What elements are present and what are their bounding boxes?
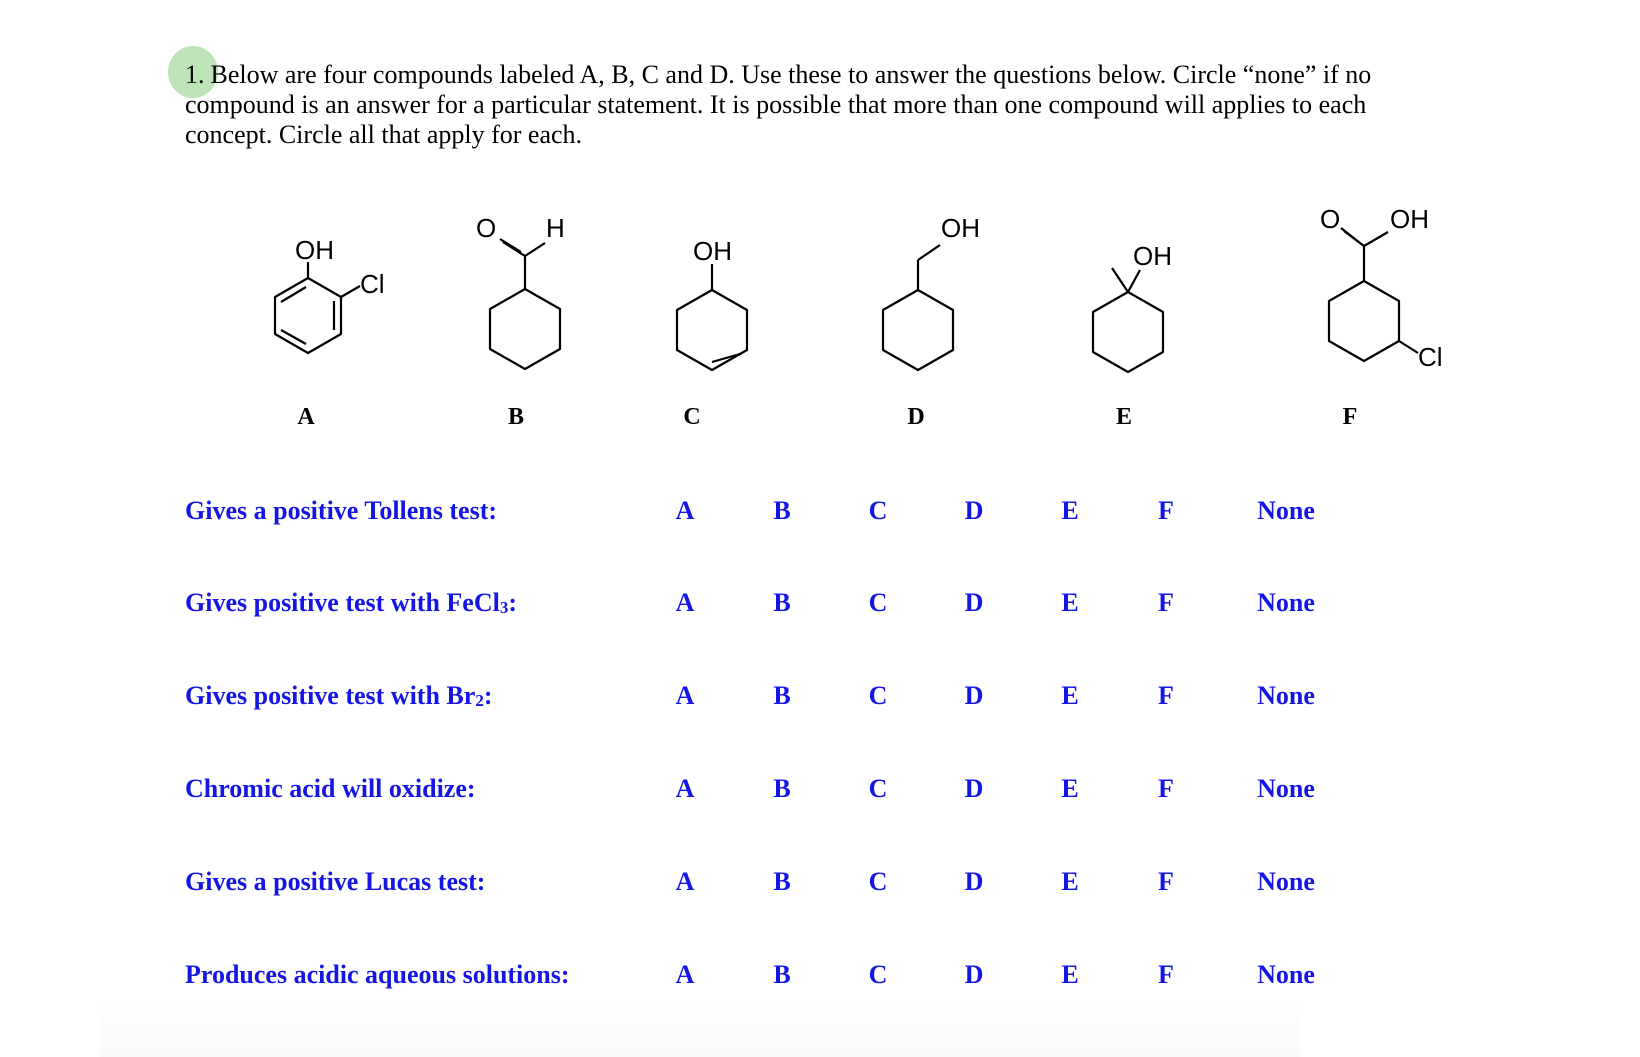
compound-label-e: E: [1115, 404, 1133, 430]
option-d[interactable]: D: [964, 588, 984, 617]
a-cl-text: Cl: [360, 269, 385, 299]
option-f[interactable]: F: [1158, 681, 1174, 710]
question-row-br2: [185, 681, 1435, 721]
question-row-chromic-acid: [185, 774, 1435, 814]
option-c[interactable]: C: [868, 681, 888, 710]
option-c[interactable]: C: [868, 774, 888, 803]
option-b[interactable]: B: [773, 960, 791, 989]
page-bottom-shade: [100, 1000, 1300, 1057]
option-d[interactable]: D: [964, 960, 984, 989]
option-b[interactable]: B: [773, 588, 791, 617]
option-f[interactable]: F: [1158, 774, 1174, 803]
question-row-fecl3: [185, 588, 1435, 628]
option-a[interactable]: A: [675, 774, 695, 803]
d-oh-text: OH: [941, 213, 980, 243]
option-a[interactable]: A: [675, 681, 695, 710]
statement-text: Gives positive test with FeCl: [185, 588, 500, 617]
statement-label: Gives a positive Lucas test:: [185, 867, 486, 896]
option-none[interactable]: None: [1257, 588, 1315, 617]
option-e[interactable]: E: [1061, 681, 1079, 710]
compound-label-f: F: [1342, 404, 1358, 430]
structure-a: [275, 262, 360, 353]
option-e[interactable]: E: [1061, 496, 1079, 525]
b-o-text: O: [476, 213, 497, 243]
option-e[interactable]: E: [1061, 774, 1079, 803]
option-c[interactable]: C: [868, 496, 888, 525]
structure-f: [1329, 228, 1418, 361]
option-b[interactable]: B: [773, 867, 791, 896]
compound-label-d: D: [907, 404, 925, 430]
option-none[interactable]: None: [1257, 681, 1315, 710]
structure-c: [677, 264, 747, 370]
statement-subscript: 3: [499, 598, 509, 617]
option-none[interactable]: None: [1257, 960, 1315, 989]
f-oh-text: OH: [1390, 204, 1429, 234]
statement-label: Chromic acid will oxidize:: [185, 774, 476, 803]
option-a[interactable]: A: [675, 960, 695, 989]
statement-label: [185, 588, 517, 618]
structure-b: [490, 239, 560, 369]
option-e[interactable]: E: [1061, 960, 1079, 989]
option-none[interactable]: None: [1257, 774, 1315, 803]
option-f[interactable]: F: [1158, 867, 1174, 896]
statement-text: Gives positive test with Br: [185, 681, 476, 710]
question-row-acidic-solutions: [185, 960, 1435, 1000]
f-o-text: O: [1320, 204, 1341, 234]
option-a[interactable]: A: [675, 496, 695, 525]
compound-label-b: B: [507, 404, 525, 430]
statement-label: [185, 681, 492, 711]
option-a[interactable]: A: [675, 588, 695, 617]
option-f[interactable]: F: [1158, 960, 1174, 989]
statement-label: Gives a positive Tollens test:: [185, 496, 498, 525]
option-f[interactable]: F: [1158, 588, 1174, 617]
question-row-tollens: [185, 496, 1435, 536]
compound-label-a: A: [297, 404, 315, 430]
option-c[interactable]: C: [868, 960, 888, 989]
a-oh-text: OH: [295, 235, 334, 265]
b-h-text: H: [546, 213, 565, 243]
structure-d: [883, 245, 953, 370]
option-a[interactable]: A: [675, 867, 695, 896]
option-b[interactable]: B: [773, 774, 791, 803]
e-oh-text: OH: [1133, 241, 1172, 271]
structure-e: [1093, 268, 1163, 372]
question-body: Below are four compounds labeled A, B, C and D. Use these to answer the questions below. Circle “none” if no compound is an answer for a particular statement. It is possible that more than one compound will applies to each concept. Circle all that apply for each.: [185, 60, 1372, 149]
option-c[interactable]: C: [868, 588, 888, 617]
option-d[interactable]: D: [964, 867, 984, 896]
option-none[interactable]: None: [1257, 496, 1315, 525]
c-oh-text: OH: [693, 236, 732, 266]
option-d[interactable]: D: [964, 681, 984, 710]
compound-structures: [0, 0, 1640, 440]
question-number: 1.: [185, 60, 205, 89]
option-e[interactable]: E: [1061, 588, 1079, 617]
compound-label-c: C: [683, 404, 701, 430]
option-f[interactable]: F: [1158, 496, 1174, 525]
option-d[interactable]: D: [964, 496, 984, 525]
statement-label: Produces acidic aqueous solutions:: [185, 960, 570, 989]
statement-colon: :: [483, 681, 493, 710]
statement-subscript: 2: [475, 691, 484, 710]
statement-colon: :: [508, 588, 518, 617]
option-d[interactable]: D: [964, 774, 984, 803]
option-b[interactable]: B: [773, 496, 791, 525]
question-row-lucas: [185, 867, 1435, 907]
f-cl-text: Cl: [1418, 342, 1443, 372]
option-none[interactable]: None: [1257, 867, 1315, 896]
option-e[interactable]: E: [1061, 867, 1079, 896]
option-b[interactable]: B: [773, 681, 791, 710]
option-c[interactable]: C: [868, 867, 888, 896]
